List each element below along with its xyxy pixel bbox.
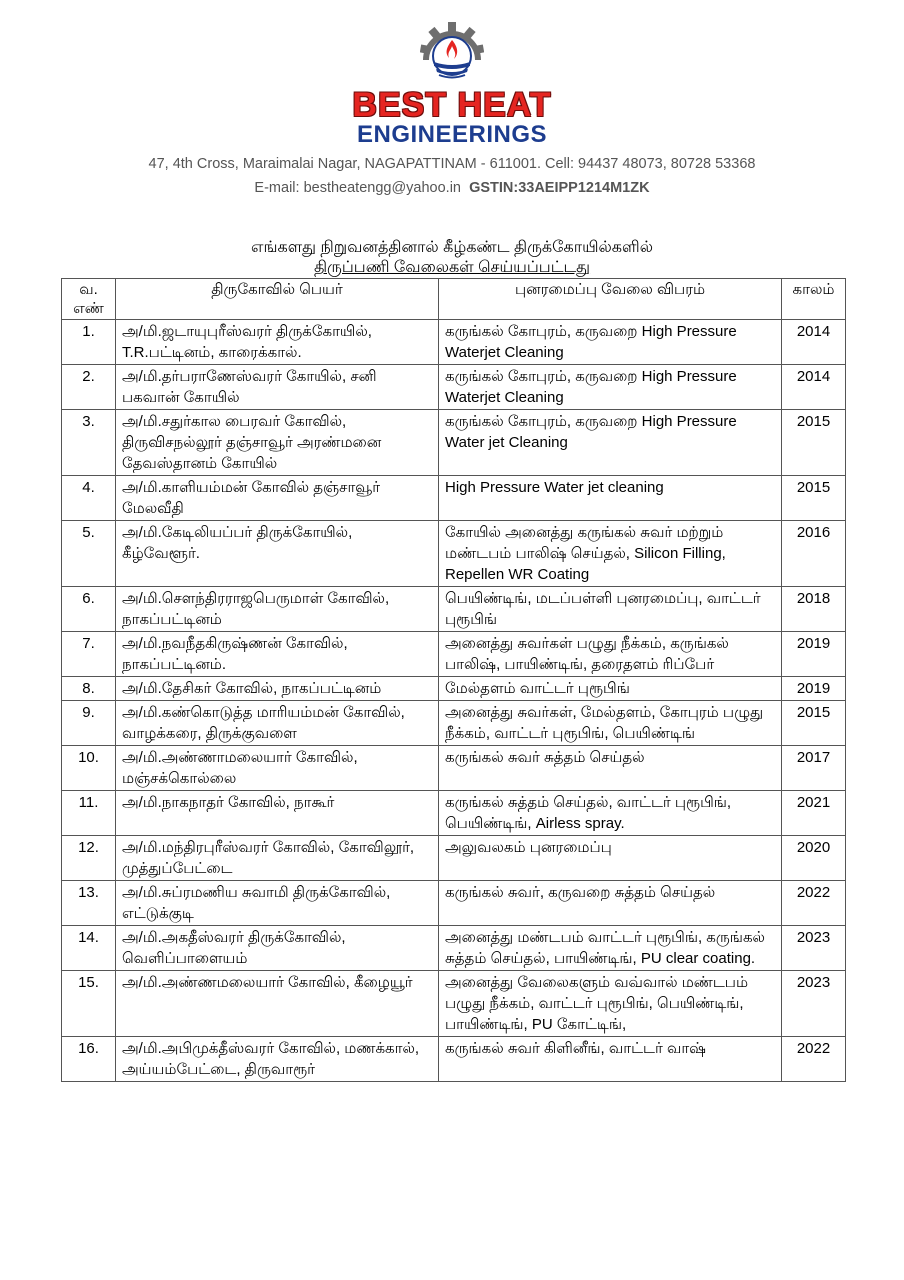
- cell-work-details: High Pressure Water jet cleaning: [439, 476, 782, 521]
- cell-temple-name: அ/மி.சௌந்திரராஜபெருமாள் கோவில், நாகப்பட்டினம்: [116, 587, 439, 632]
- table-row: [62, 1037, 846, 1082]
- cell-temple-name: அ/மி.நாகநாதர் கோவில், நாகூர்: [116, 791, 439, 836]
- gear-flame-logo-icon: [420, 22, 484, 86]
- company-address: 47, 4th Cross, Maraimalai Nagar, NAGAPATTINAM - 611001. Cell: 94437 48073, 80728 53368: [148, 156, 756, 172]
- cell-temple-name: அ/மி.ஜடாயுபுரீஸ்வரர் திருக்கோயில், T.R.பட்டினம், காரைக்கால்.: [116, 320, 439, 365]
- cell-temple-name: அ/மி.தர்பராணேஸ்வரர் கோயில், சனி பகவான் கோயில்: [116, 365, 439, 410]
- cell-year: 2019: [782, 632, 846, 677]
- table-row: [62, 410, 846, 476]
- table-row: [62, 836, 846, 881]
- cell-work-details: அனைத்து சுவர்கள், மேல்தளம், கோபுரம் பழுது நீக்கம், வாட்டர் புரூபிங், பெயிண்டிங்: [439, 701, 782, 746]
- table-row: [62, 476, 846, 521]
- works-table: [61, 278, 846, 1082]
- cell-temple-name: அ/மி.தேசிகர் கோவில், நாகப்பட்டினம்: [116, 677, 439, 701]
- table-row: [62, 971, 846, 1037]
- cell-serial-no: 15.: [62, 971, 116, 1037]
- cell-serial-no: 11.: [62, 791, 116, 836]
- cell-temple-name: அ/மி.சதுர்கால பைரவர் கோவில், திருவிசநல்லூர் தஞ்சாவூர் அரண்மனை தேவஸ்தானம் கோயில்: [116, 410, 439, 476]
- header-serial-no: வ. எண்: [62, 279, 116, 320]
- cell-work-details: அனைத்து சுவர்கள் பழுது நீக்கம், கருங்கல் பாலிஷ், பாயிண்டிங், தரைதளம் ரிப்பேர்: [439, 632, 782, 677]
- page-subtitle: திருப்பணி வேலைகள் செய்யப்பட்டது: [313, 259, 591, 276]
- company-contact: [0, 179, 904, 198]
- cell-work-details: கருங்கல் சுவர், கருவறை சுத்தம் செய்தல்: [439, 881, 782, 926]
- cell-serial-no: 7.: [62, 632, 116, 677]
- table-row: [62, 746, 846, 791]
- cell-year: 2019: [782, 677, 846, 701]
- cell-serial-no: 4.: [62, 476, 116, 521]
- header-temple-name: திருகோவில் பெயர்: [116, 279, 439, 320]
- table-row: [62, 521, 846, 587]
- table-row: [62, 881, 846, 926]
- company-logo: [352, 22, 552, 150]
- cell-temple-name: அ/மி.மந்திரபுரீஸ்வரர் கோவில், கோவிலூர், முத்துப்பேட்டை: [116, 836, 439, 881]
- cell-work-details: கருங்கல் கோபுரம், கருவறை High Pressure Waterjet Cleaning: [439, 365, 782, 410]
- cell-temple-name: அ/மி.நவநீதகிருஷ்ணன் கோவில், நாகப்பட்டினம்.: [116, 632, 439, 677]
- letterhead: [0, 22, 904, 198]
- cell-year: 2020: [782, 836, 846, 881]
- cell-serial-no: 6.: [62, 587, 116, 632]
- works-table-body: [62, 320, 846, 1082]
- cell-year: 2023: [782, 971, 846, 1037]
- table-row: [62, 926, 846, 971]
- cell-work-details: கருங்கல் சுவர் சுத்தம் செய்தல்: [439, 746, 782, 791]
- cell-serial-no: 13.: [62, 881, 116, 926]
- table-row: [62, 677, 846, 701]
- table-row: [62, 632, 846, 677]
- company-gstin: GSTIN:33AEIPP1214M1ZK: [469, 180, 650, 196]
- cell-year: 2022: [782, 1037, 846, 1082]
- cell-serial-no: 16.: [62, 1037, 116, 1082]
- table-header-row: [62, 279, 846, 320]
- cell-temple-name: அ/மி.கண்கொடுத்த மாரியம்மன் கோவில், வாழக்கரை, திருக்குவளை: [116, 701, 439, 746]
- cell-year: 2015: [782, 410, 846, 476]
- cell-work-details: பெயிண்டிங், மடப்பள்ளி புனரமைப்பு, வாட்டர் புரூபிங்: [439, 587, 782, 632]
- cell-year: 2017: [782, 746, 846, 791]
- cell-year: 2023: [782, 926, 846, 971]
- cell-serial-no: 10.: [62, 746, 116, 791]
- table-row: [62, 320, 846, 365]
- table-row: [62, 587, 846, 632]
- cell-work-details: கருங்கல் சுவர் கிளினீங், வாட்டர் வாஷ்: [439, 1037, 782, 1082]
- cell-year: 2014: [782, 365, 846, 410]
- cell-work-details: அனைத்து வேலைகளும் வவ்வால் மண்டபம் பழுது நீக்கம், வாட்டர் புரூபிங், பெயிண்டிங், பாயிண்டிங், PU கோட்டிங்,: [439, 971, 782, 1037]
- header-work-details: புனரமைப்பு வேலை விபரம்: [439, 279, 782, 320]
- company-name-line1: BEST HEAT: [352, 86, 552, 124]
- cell-serial-no: 8.: [62, 677, 116, 701]
- cell-work-details: கருங்கல் சுத்தம் செய்தல், வாட்டர் புரூபிங், பெயிண்டிங், Airless spray.: [439, 791, 782, 836]
- cell-serial-no: 5.: [62, 521, 116, 587]
- cell-work-details: கருங்கல் கோபுரம், கருவறை High Pressure Waterjet Cleaning: [439, 320, 782, 365]
- cell-temple-name: அ/மி.காளியம்மன் கோவில் தஞ்சாவூர் மேலவீதி: [116, 476, 439, 521]
- cell-year: 2015: [782, 701, 846, 746]
- page-title: எங்களது நிறுவனத்தினால் கீழ்கண்ட திருக்கோயில்களில்: [251, 239, 653, 256]
- cell-work-details: மேல்தளம் வாட்டர் புரூபிங்: [439, 677, 782, 701]
- cell-work-details: கோயில் அனைத்து கருங்கல் சுவர் மற்றும் மண்டபம் பாலிஷ் செய்தல், Silicon Filling, Repellen WR Coating: [439, 521, 782, 587]
- cell-temple-name: அ/மி.சுப்ரமணிய சுவாமி திருக்கோவில், எட்டுக்குடி: [116, 881, 439, 926]
- cell-work-details: கருங்கல் கோபுரம், கருவறை High Pressure Water jet Cleaning: [439, 410, 782, 476]
- cell-serial-no: 14.: [62, 926, 116, 971]
- table-row: [62, 701, 846, 746]
- cell-temple-name: அ/மி.அபிமுக்தீஸ்வரர் கோவில், மணக்கால், அய்யம்பேட்டை, திருவாரூர்: [116, 1037, 439, 1082]
- cell-year: 2018: [782, 587, 846, 632]
- cell-serial-no: 1.: [62, 320, 116, 365]
- cell-work-details: அனைத்து மண்டபம் வாட்டர் புரூபிங், கருங்கல் சுத்தம் செய்தல், பாயிண்டிங், PU clear coating.: [439, 926, 782, 971]
- cell-serial-no: 12.: [62, 836, 116, 881]
- table-row: [62, 791, 846, 836]
- cell-temple-name: அ/மி.அண்ணாமலையார் கோவில், மஞ்சக்கொல்லை: [116, 746, 439, 791]
- cell-year: 2014: [782, 320, 846, 365]
- cell-serial-no: 2.: [62, 365, 116, 410]
- company-email: E-mail: bestheatengg@yahoo.in: [254, 180, 461, 196]
- cell-year: 2022: [782, 881, 846, 926]
- cell-year: 2016: [782, 521, 846, 587]
- cell-year: 2021: [782, 791, 846, 836]
- cell-work-details: அலுவலகம் புனரமைப்பு: [439, 836, 782, 881]
- cell-serial-no: 3.: [62, 410, 116, 476]
- cell-temple-name: அ/மி.அகதீஸ்வரர் திருக்கோவில், வெளிப்பாளையம்: [116, 926, 439, 971]
- header-year: காலம்: [782, 279, 846, 320]
- company-name-line2: ENGINEERINGS: [356, 121, 548, 148]
- cell-year: 2015: [782, 476, 846, 521]
- cell-temple-name: அ/மி.கேடிலியப்பர் திருக்கோயில், கீழ்வேளூர்.: [116, 521, 439, 587]
- cell-serial-no: 9.: [62, 701, 116, 746]
- cell-temple-name: அ/மி.அண்ணமலையார் கோவில், கீழையூர்: [116, 971, 439, 1037]
- table-row: [62, 365, 846, 410]
